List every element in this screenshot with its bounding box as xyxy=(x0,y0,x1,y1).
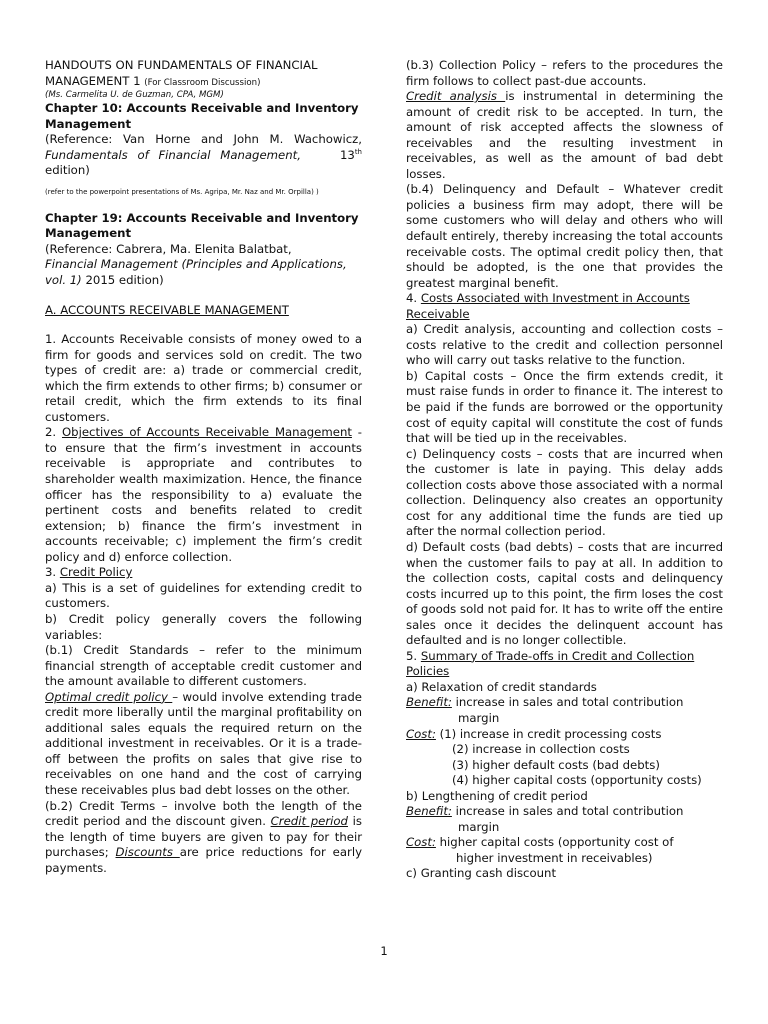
tradeoff-b: b) Lengthening of credit period xyxy=(406,788,588,803)
tradeoff-a-benefit: Benefit: increase in sales and total contribution xyxy=(406,695,684,710)
paragraph-4d: d) Default costs (bad debts) – costs that are incurred when the customer fails to pay at all. In addition to the collection costs, capital costs and delinquency costs incurred up to this point, the firm loses the cost of goods sold not paid for. It has to write off the entire sales once it decides the delinquent account has defaulted and is no longer collectible. xyxy=(406,539,723,648)
tradeoff-a-cost-1: Cost: (1) increase in credit processing costs xyxy=(406,726,662,741)
tradeoff-a-benefit-cont: margin xyxy=(458,710,500,725)
chapter-10-title: Chapter 10: Accounts Receivable and Inventory Management xyxy=(45,101,359,131)
powerpoint-note: (refer to the powerpoint presentations of Ms. Agripa, Mr. Naz and Mr. Orpilla) ) xyxy=(45,187,319,196)
handout-title: HANDOUTS ON FUNDAMENTALS OF FINANCIAL MANAGEMENT 1 (For Classroom Discussion) xyxy=(45,58,318,88)
author-line: (Ms. Carmelita U. de Guzman, CPA, MGM) xyxy=(45,90,224,101)
optimal-credit-policy: Optimal credit policy – would involve extending trade credit more liberally until the marginal profitability on additional sales equals the required return on the additional investment in receivables. Or it is a trade-off between the profits on sales that give rise to receivables on one hand and the cost of carrying these receivables plus bad debt losses on the other. xyxy=(45,689,362,797)
chapter-10-reference: (Reference: Van Horne and John M. Wachowicz, Fundamentals of Financial Management, 13th edition) xyxy=(45,132,362,178)
chapter-19-title: Chapter 19: Accounts Receivable and Inventory Management xyxy=(45,210,359,241)
tradeoff-b-cost-cont: higher investment in receivables) xyxy=(456,850,653,865)
section-5-heading: 5. Summary of Trade-offs in Credit and Collection Policies xyxy=(406,648,695,679)
tradeoff-b-cost: Cost: higher capital costs (opportunity cost of xyxy=(406,835,674,850)
paragraph-3: 3. Credit Policy xyxy=(45,565,133,580)
paragraph-b3: (b.3) Collection Policy – refers to the procedures the firm follows to collect past-due accounts. xyxy=(406,58,723,88)
section-a-heading: A. ACCOUNTS RECEIVABLE MANAGEMENT xyxy=(45,302,289,317)
section-4-heading: 4. Costs Associated with Investment in Accounts Receivable xyxy=(406,291,690,321)
tradeoff-c: c) Granting cash discount xyxy=(406,866,557,881)
tradeoff-a-cost-2: (2) increase in collection costs xyxy=(452,742,630,757)
chapter-19-reference: (Reference: Cabrera, Ma. Elenita Balatbat, Financial Management (Principles and Applications, vol. 1) 2015 edition) xyxy=(45,241,347,288)
paragraph-3b: b) Credit policy generally covers the following variables: xyxy=(45,611,362,642)
paragraph-b4: (b.4) Delinquency and Default – Whatever credit policies a business firm may adopt, there will be some customers who will delay and others who will default entirely, thereby increasing the total accounts receivable costs. The optimal credit policy then, that should be adopted, is the one that provides the greatest marginal benefit. xyxy=(406,182,723,290)
left-column xyxy=(45,58,362,876)
tradeoff-a-cost-4: (4) higher capital costs (opportunity costs) xyxy=(452,773,702,788)
paragraph-b2: (b.2) Credit Terms – involve both the length of the credit period and the discount given. Credit period is the length of time buyers are given to pay for their purchases; Discounts are price reductions for early payments. xyxy=(45,798,363,875)
tradeoff-b-benefit-cont: margin xyxy=(458,819,500,834)
credit-analysis: Credit analysis is instrumental in determining the amount of credit risk to be accepted. In turn, the amount of risk accepted affects the slowness of receivables and the resulting investment in receivables, as well as the amount of bad debt losses. xyxy=(406,89,724,181)
page-number: 1 xyxy=(380,944,388,958)
paragraph-4b: b) Capital costs – Once the firm extends credit, it must raise funds in order to finance it. The interest to be paid if the funds are borrowed or the opportunity cost of equity capital will constitute the cost of funds that will be tied up in the receivables. xyxy=(406,368,723,446)
paragraph-4c: c) Delinquency costs – costs that are incurred when the customer is late in paying. This delay adds collection costs above those associated with a normal collection. Delinquency also creates an opportunity cost for any additional time the funds are tied up after the normal collection period. xyxy=(406,446,723,539)
paragraph-4a: a) Credit analysis, accounting and collection costs – costs relative to the credit and collection personnel who will carry out tasks relative to the function. xyxy=(406,322,723,368)
tradeoff-a-cost-3: (3) higher default costs (bad debts) xyxy=(452,757,660,772)
paragraph-2: 2. Objectives of Accounts Receivable Management - to ensure that the firm’s investment in accounts receivable is appropriate and contributes to shareholder wealth maximization. Hence, the finance officer has the responsibility to a) evaluate the pertinent costs and benefits related to credit extension; b) finance the firm’s investment in accounts receivable; c) implement the firm’s credit policy and d) enforce collection. xyxy=(45,425,362,564)
tradeoff-b-benefit: Benefit: increase in sales and total contribution xyxy=(406,804,684,819)
paragraph-3a: a) This is a set of guidelines for extending credit to customers. xyxy=(45,580,362,611)
paragraph-b1: (b.1) Credit Standards – refer to the minimum financial strength of acceptable credit customer and the amount available to different customers. xyxy=(45,643,362,689)
right-column xyxy=(406,58,723,882)
paragraph-1: 1. Accounts Receivable consists of money owed to a firm for goods and services sold on credit. The two types of credit are: a) trade or commercial credit, which the firm extends to other firms; b) consumer or retail credit, which the firm extends to its final customers. xyxy=(45,332,362,424)
tradeoff-a: a) Relaxation of credit standards xyxy=(406,679,597,694)
